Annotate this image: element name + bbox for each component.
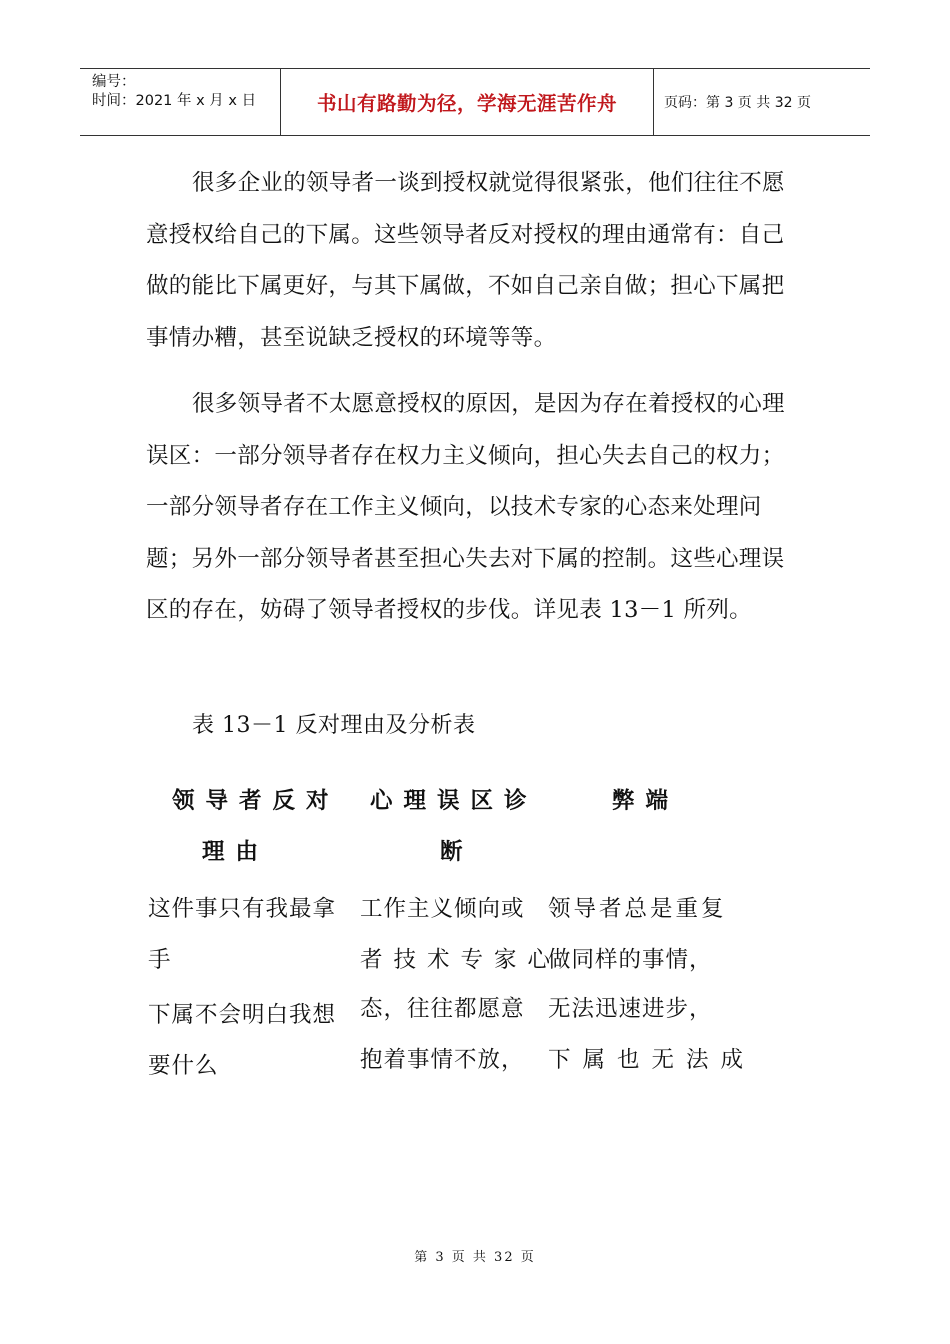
table-header-diagnosis-cont: 断 bbox=[440, 839, 474, 865]
header-motto-cell bbox=[281, 69, 654, 135]
date-label: 时间：2021 年 x 月 x 日 bbox=[92, 93, 257, 109]
table-cell-drawback: 领导者总是重复 bbox=[548, 896, 727, 922]
header-meta-cell bbox=[80, 69, 281, 135]
motto-text: 书山有路勤为径，学海无涯苦作舟 bbox=[316, 92, 617, 115]
table-cell-reason: 手 bbox=[148, 947, 172, 973]
table-header-reason-cont: 理由 bbox=[202, 839, 270, 865]
table-cell-reason: 下属不会明白我想 bbox=[148, 1002, 337, 1028]
table-cell-diagnosis: 工作主义倾向或 bbox=[360, 896, 525, 922]
table-cell-drawback: 下属也无法成 bbox=[548, 1047, 756, 1073]
header-page-cell bbox=[654, 69, 870, 135]
table-cell-reason: 这件事只有我最拿 bbox=[148, 896, 337, 922]
body-paragraph-2: 很多领导者不太愿意授权的原因，是因为存在着授权的心理误区：一部分领导者存在权力主义倾向，担心失去自己的权力；一部分领导者存在工作主义倾向，以技术专家的心态来处理问题；另外一部分领导者甚至担心失去对下属的控制。这些心理误区的存在，妨碍了领导者授权的步伐。详见表 13－1 所列。 bbox=[146, 391, 785, 623]
table-cell-diagnosis: 态，往往都愿意 bbox=[360, 996, 525, 1022]
page-footer: 第 3 页 共 32 页 bbox=[414, 1250, 536, 1265]
table-header-reason: 领导者反对 bbox=[172, 788, 340, 814]
code-label: 编号： bbox=[92, 74, 136, 90]
table-cell-diagnosis: 抱着事情不放， bbox=[360, 1047, 525, 1073]
table-cell-drawback: 无法迅速进步， bbox=[548, 996, 713, 1022]
table-cell-reason: 要什么 bbox=[148, 1053, 219, 1079]
table-header-diagnosis: 心理误区诊 bbox=[370, 788, 538, 814]
table-cell-diagnosis: 者技术专家心 bbox=[360, 947, 562, 973]
document-header bbox=[80, 68, 870, 136]
table-cell-drawback: 做同样的事情， bbox=[548, 947, 713, 973]
table-caption: 表 13－1 反对理由及分析表 bbox=[192, 713, 476, 738]
header-page-info: 页码：第 3 页 共 32 页 bbox=[664, 95, 811, 111]
body-paragraph-1: 很多企业的领导者一谈到授权就觉得很紧张，他们往往不愿意授权给自己的下属。这些领导者反对授权的理由通常有：自己做的能比下属更好，与其下属做，不如自己亲自做；担心下属把事情办糟，甚至说缺乏授权的环境等等。 bbox=[146, 170, 785, 351]
table-header-drawback: 弊端 bbox=[612, 788, 680, 814]
